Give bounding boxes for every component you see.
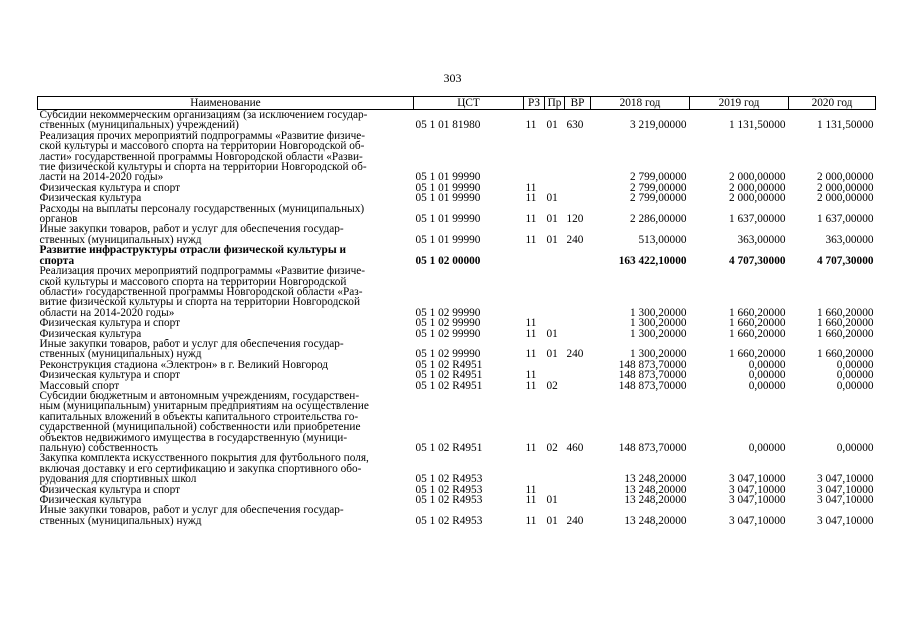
row-2018: 13 248,20000 [624, 484, 687, 496]
row-rz [524, 266, 545, 318]
row-name [38, 224, 414, 245]
row-name-line: тие физической культуры и спорта на территории Новгородской об- [39, 161, 367, 174]
row-cst: 05 1 01 99990 [415, 171, 481, 183]
row-rz: 11 [525, 380, 537, 391]
row-pr: 01 [546, 348, 558, 360]
row-name-line: включая доставку и его сертификацию и закупка спортивного обо- [39, 462, 362, 475]
row-cst: 05 1 02 99990 [415, 318, 481, 329]
row-vr [565, 193, 591, 203]
row-name-line: ласти на 2014-2020 годы» [39, 171, 164, 183]
row-pr [545, 360, 565, 370]
row-2020: 1 660,20000 [817, 318, 874, 329]
row-2018: 148 873,70000 [618, 370, 687, 381]
row-name [38, 183, 414, 193]
row-2018: 2 799,00000 [630, 193, 687, 204]
row-name-line: Физическая культура [39, 328, 142, 339]
row-pr [545, 370, 565, 380]
row-vr [565, 495, 591, 505]
row-2019: 1 131,50000 [729, 119, 786, 131]
header-2020: 2020 год [789, 97, 876, 110]
row-2019: 1 660,20000 [729, 348, 786, 360]
row-name [38, 204, 414, 225]
row-cst: 05 1 02 R4951 [415, 370, 483, 381]
row-2020: 4 707,30000 [817, 254, 874, 267]
row-2020: 3 047,10000 [817, 473, 874, 485]
row-2019: 3 047,10000 [729, 484, 786, 496]
row-name-line: сударственной (муниципальной) собственности или приобретение [39, 421, 361, 434]
table-row [38, 204, 876, 225]
row-vr [565, 318, 591, 328]
row-name [38, 360, 414, 370]
row-2019: 363,00000 [737, 233, 786, 246]
table-row [38, 224, 876, 245]
row-name-line: Субсидии некоммерческим организациям (за исключением государ- [39, 109, 368, 121]
row-pr [545, 131, 565, 183]
row-rz [524, 453, 545, 484]
row-name-line: Физическая культура и спорт [39, 484, 181, 496]
row-name-line: Реконструкция стадиона «Электрон» в г. Великий Новгород [39, 359, 329, 371]
row-2018: 2 286,00000 [630, 213, 687, 225]
row-2019: 1 660,20000 [729, 328, 786, 339]
row-2020: 0,00000 [836, 442, 874, 454]
row-vr [565, 370, 591, 380]
row-name-line: Реализация прочих мероприятий подпрограммы «Развитие физиче- [39, 130, 366, 142]
table-body [38, 110, 876, 527]
row-cst: 05 1 01 99990 [415, 213, 481, 225]
row-2020: 2 000,00000 [817, 182, 874, 194]
row-rz: 11 [525, 370, 537, 381]
table-row [38, 485, 876, 495]
row-2020: 1 637,00000 [817, 213, 874, 225]
row-pr: 02 [546, 442, 558, 454]
row-name-line: ственных (муниципальных) учреждений) [39, 119, 239, 131]
table-row [38, 391, 876, 453]
table-row [38, 370, 876, 380]
row-name-line: области на 2014-2020 годы» [39, 306, 175, 319]
row-2019: 1 637,00000 [729, 213, 786, 225]
row-name [38, 391, 414, 453]
row-name-line: объектов недвижимого имущества в государственную (муници- [39, 431, 348, 444]
row-pr: 01 [546, 514, 558, 527]
row-pr [545, 266, 565, 318]
row-name [38, 453, 414, 484]
row-2020: 0,00000 [836, 359, 874, 371]
row-2020: 3 047,10000 [817, 514, 874, 527]
header-vr: ВР [565, 97, 591, 110]
row-2019: 3 047,10000 [729, 514, 786, 527]
row-name-line: ственных (муниципальных) нужд [39, 514, 202, 527]
row-name-line: пальную) собственность [39, 442, 158, 454]
header-2018: 2018 год [591, 97, 690, 110]
row-vr [565, 183, 591, 193]
row-name-line: Физическая культура и спорт [39, 370, 181, 381]
row-pr [545, 183, 565, 193]
row-2018: 513,00000 [638, 233, 687, 246]
row-name [38, 131, 414, 183]
row-rz: 11 [525, 328, 537, 339]
row-name-line: Физическая культура и спорт [39, 318, 181, 329]
table-row [38, 183, 876, 193]
row-2020: 1 660,20000 [817, 328, 874, 339]
row-name-line: ласти» государственной программы Новгородской области «Разви- [39, 150, 363, 163]
row-2018: 1 300,20000 [630, 328, 687, 339]
row-vr: 240 [566, 233, 584, 246]
row-rz: 11 [525, 514, 537, 527]
row-cst: 05 1 02 R4953 [415, 495, 483, 506]
row-vr: 240 [566, 514, 584, 527]
header-rz: РЗ [524, 97, 545, 110]
row-2019: 2 000,00000 [729, 171, 786, 183]
table-row [38, 318, 876, 328]
row-name-line: Физическая культура и спорт [39, 182, 181, 194]
row-2019: 4 707,30000 [729, 254, 786, 267]
row-rz [524, 245, 545, 266]
row-pr: 02 [546, 380, 558, 391]
row-name-line: Реализация прочих мероприятий подпрограммы «Развитие физиче- [39, 266, 366, 278]
row-name [38, 485, 414, 495]
row-2019: 2 000,00000 [729, 193, 786, 204]
row-vr [565, 453, 591, 484]
row-name-line: Физическая культура [39, 495, 142, 506]
row-rz: 11 [525, 119, 537, 131]
row-name-line: Субсидии бюджетным и автономным учреждениям, государствен- [39, 390, 360, 402]
row-2019: 0,00000 [748, 359, 786, 371]
row-cst: 05 1 02 R4953 [415, 473, 483, 485]
table-row [38, 360, 876, 370]
table-row [38, 339, 876, 360]
row-vr: 120 [566, 213, 584, 225]
row-pr: 01 [546, 495, 558, 506]
header-pr: Пр [545, 97, 565, 110]
table-row [38, 131, 876, 183]
row-2020: 2 000,00000 [817, 171, 874, 183]
row-name-line: рудования для спортивных школ [39, 473, 197, 485]
table-row [38, 495, 876, 505]
row-rz: 11 [525, 318, 537, 329]
header-2019: 2019 год [690, 97, 789, 110]
row-2018: 163 422,10000 [618, 254, 687, 267]
row-rz: 11 [525, 495, 537, 506]
row-pr: 01 [546, 328, 558, 339]
row-pr [545, 453, 565, 484]
row-name [38, 381, 414, 391]
page-number: 303 [443, 71, 462, 85]
row-2018: 2 799,00000 [630, 171, 687, 183]
row-2019: 0,00000 [748, 442, 786, 454]
row-name-line: Физическая культура [39, 193, 142, 204]
row-pr: 01 [546, 213, 558, 225]
row-cst: 05 1 02 R4951 [415, 359, 483, 371]
row-rz [524, 360, 545, 370]
row-2019: 2 000,00000 [729, 182, 786, 194]
row-cst: 05 1 01 99990 [415, 182, 481, 194]
table-row [38, 329, 876, 339]
row-cst: 05 1 02 99990 [415, 306, 481, 319]
row-name-line: ным (муниципальным) унитарным предприятиям на осуществление [39, 400, 369, 413]
row-2019: 1 660,20000 [729, 306, 786, 319]
row-2020: 1 660,20000 [817, 348, 874, 360]
row-pr [545, 485, 565, 495]
table-header-row [38, 97, 876, 110]
row-name [38, 318, 414, 328]
table-row [38, 505, 876, 526]
row-2020: 1 660,20000 [817, 306, 874, 319]
row-name-line: спорта [39, 254, 75, 267]
row-name-line: органов [39, 213, 78, 225]
row-2019: 0,00000 [748, 380, 786, 391]
table-row [38, 245, 876, 266]
row-vr [565, 245, 591, 266]
row-vr [565, 381, 591, 391]
row-rz: 11 [525, 442, 537, 454]
row-name [38, 245, 414, 266]
row-name [38, 495, 414, 505]
row-rz: 11 [525, 213, 537, 225]
row-name-line: Иные закупки товаров, работ и услуг для обеспечения государ- [39, 505, 344, 517]
table-row [38, 266, 876, 318]
row-vr: 460 [566, 442, 584, 454]
row-2020: 2 000,00000 [817, 193, 874, 204]
row-2018: 1 300,20000 [630, 306, 687, 319]
row-name [38, 505, 414, 526]
row-2019: 3 047,10000 [729, 495, 786, 506]
row-2020: 0,00000 [836, 370, 874, 381]
row-vr [565, 131, 591, 183]
row-rz: 11 [525, 182, 537, 194]
row-name-line: ской культуры и массового спорта на территории Новгородской об- [39, 140, 365, 153]
row-2020: 0,00000 [836, 380, 874, 391]
row-vr [565, 360, 591, 370]
row-2019: 0,00000 [748, 370, 786, 381]
row-name [38, 339, 414, 360]
row-name-line: области» государственной программы Новгородской области «Раз- [39, 285, 363, 298]
row-cst: 05 1 02 R4953 [415, 514, 483, 527]
row-name-line: Массовый спорт [39, 380, 120, 391]
row-2018: 1 300,20000 [630, 318, 687, 329]
row-cst: 05 1 01 99990 [415, 233, 481, 246]
row-vr: 630 [566, 119, 584, 131]
header-name: Наименование [38, 97, 414, 110]
row-vr [565, 266, 591, 318]
row-rz [524, 131, 545, 183]
row-cst: 05 1 02 00000 [415, 254, 481, 267]
row-name-line: ственных (муниципальных) нужд [39, 233, 202, 246]
row-2019: 1 660,20000 [729, 318, 786, 329]
row-cst: 05 1 02 R4953 [415, 484, 483, 496]
row-2018: 148 873,70000 [618, 380, 687, 391]
row-pr: 01 [546, 233, 558, 246]
row-pr [545, 245, 565, 266]
row-name-line: капитальных вложений в объекты капитального строительства го- [39, 410, 359, 423]
row-2019: 3 047,10000 [729, 473, 786, 485]
row-vr [565, 329, 591, 339]
row-2018: 2 799,00000 [630, 182, 687, 194]
table-row [38, 453, 876, 484]
row-2020: 3 047,10000 [817, 484, 874, 496]
row-rz: 11 [525, 193, 537, 204]
row-name [38, 110, 414, 131]
row-rz: 11 [525, 348, 537, 360]
row-vr: 240 [566, 348, 584, 360]
row-name-line: витие физической культуры и спорта на территории Новгородской [39, 296, 360, 309]
row-name-line: Расходы на выплаты персоналу государственных (муниципальных) [39, 203, 365, 215]
budget-table [37, 96, 876, 526]
row-2018: 148 873,70000 [618, 359, 687, 371]
row-name-line: ской культуры и массового спорта на территории Новгородской [39, 275, 347, 288]
row-name [38, 266, 414, 318]
row-cst: 05 1 02 R4951 [415, 442, 483, 454]
row-2020: 363,00000 [825, 233, 874, 246]
row-2018: 148 873,70000 [618, 442, 687, 454]
row-name-line: Закупка комплекта искусственного покрытия для футбольного поля, [39, 453, 369, 465]
row-cst: 05 1 02 99990 [415, 348, 481, 360]
row-2018: 3 219,00000 [630, 119, 687, 131]
row-cst: 05 1 01 99990 [415, 193, 481, 204]
row-pr [545, 318, 565, 328]
row-pr: 01 [546, 119, 558, 131]
row-rz: 11 [525, 233, 537, 246]
row-name [38, 370, 414, 380]
row-2018: 13 248,20000 [624, 473, 687, 485]
table-row [38, 381, 876, 391]
row-name [38, 329, 414, 339]
row-rz: 11 [525, 484, 537, 496]
row-name [38, 193, 414, 203]
row-name-line: Развитие инфраструктуры отрасли физической культуры и [39, 245, 346, 257]
row-2018: 13 248,20000 [624, 495, 687, 506]
header-cst: ЦСТ [414, 97, 524, 110]
row-2018: 13 248,20000 [624, 514, 687, 527]
row-name-line: Иные закупки товаров, работ и услуг для обеспечения государ- [39, 224, 344, 236]
row-cst: 05 1 02 99990 [415, 328, 481, 339]
row-pr: 01 [546, 193, 558, 204]
table-row [38, 193, 876, 203]
row-cst: 05 1 02 R4951 [415, 380, 483, 391]
row-2018: 1 300,20000 [630, 348, 687, 360]
row-name-line: ственных (муниципальных) нужд [39, 348, 202, 360]
row-name-line: Иные закупки товаров, работ и услуг для обеспечения государ- [39, 338, 344, 350]
row-vr [565, 485, 591, 495]
row-2020: 3 047,10000 [817, 495, 874, 506]
row-cst: 05 1 01 81980 [415, 119, 481, 131]
row-2020: 1 131,50000 [817, 119, 874, 131]
table-row [38, 110, 876, 131]
